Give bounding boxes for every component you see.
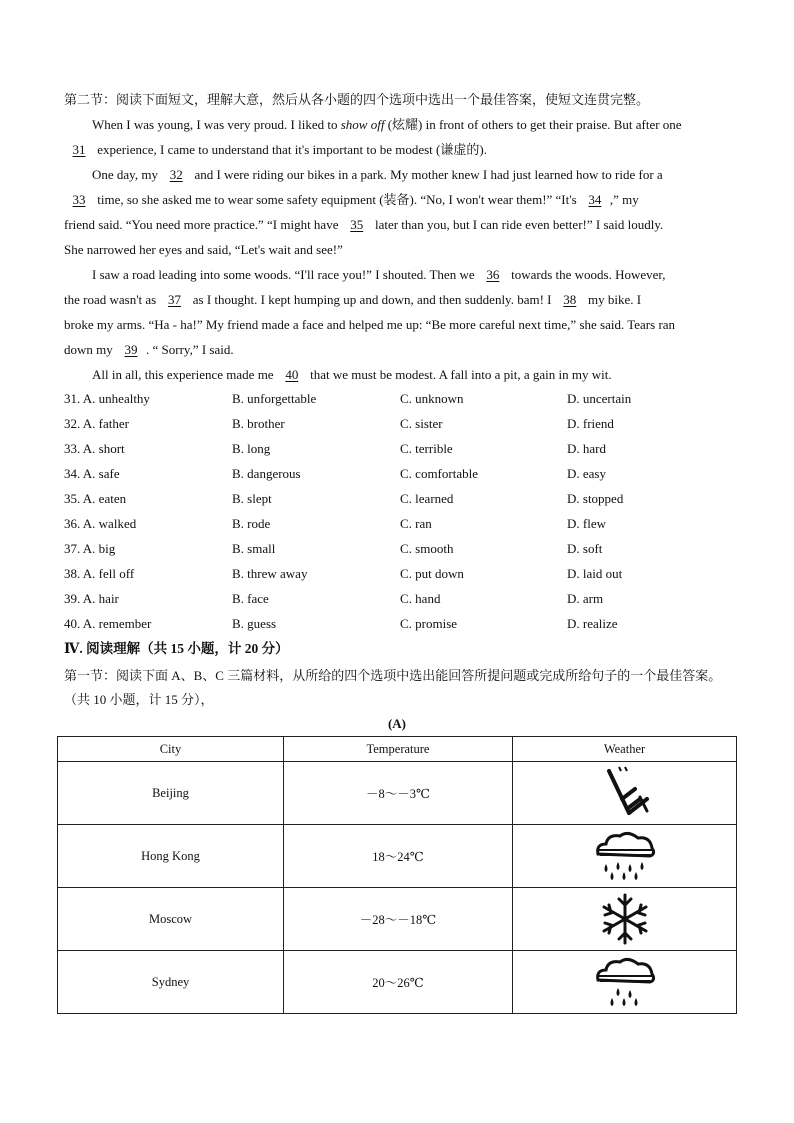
blank-37: 37 bbox=[167, 292, 181, 307]
option-d[interactable]: D. friend bbox=[567, 416, 614, 431]
passage-line: One day, my 32 and I were riding our bikes in a park. My mother knew I had just learned how to ride for a bbox=[64, 162, 730, 187]
option-a[interactable]: 40. A. remember bbox=[64, 616, 152, 631]
blank-32: 32 bbox=[169, 167, 183, 182]
option-b[interactable]: B. slept bbox=[232, 491, 272, 506]
blank-34: 34 bbox=[588, 192, 602, 207]
option-c[interactable]: C. unknown bbox=[400, 391, 464, 406]
weather-cell bbox=[513, 762, 737, 825]
snowflake-icon bbox=[597, 891, 653, 947]
passage-line: She narrowed her eyes and said, “Let's wait and see!” bbox=[64, 242, 343, 257]
table-row bbox=[58, 825, 737, 888]
passage-line: When I was young, I was very proud. I liked to show off (炫耀) in front of others to get their praise. But after one bbox=[92, 117, 682, 132]
temperature-cell: －28～－18℃ bbox=[284, 888, 513, 951]
option-c[interactable]: C. promise bbox=[400, 616, 458, 631]
section4-title: Ⅳ. 阅读理解（共 15 小题，计 20 分） bbox=[64, 641, 289, 656]
option-row-40 bbox=[64, 614, 744, 639]
wind-icon bbox=[595, 765, 655, 821]
option-row-33 bbox=[64, 439, 744, 464]
passage-a-label: (A) bbox=[387, 716, 407, 731]
passage-line: down my 39 . “ Sorry,” I said. bbox=[64, 337, 730, 362]
table-row bbox=[58, 762, 737, 825]
passage-line: broke my arms. “Ha - ha!” My friend made a face and helped me up: “Be more careful next time,” she said. Tears ran bbox=[64, 317, 676, 332]
option-b[interactable]: B. dangerous bbox=[232, 466, 301, 481]
option-b[interactable]: B. guess bbox=[232, 616, 277, 631]
option-d[interactable]: D. stopped bbox=[567, 491, 624, 506]
option-c[interactable]: C. sister bbox=[400, 416, 443, 431]
option-row-35 bbox=[64, 489, 744, 514]
option-d[interactable]: D. easy bbox=[567, 466, 606, 481]
option-a[interactable]: 35. A. eaten bbox=[64, 491, 127, 506]
option-d[interactable]: D. flew bbox=[567, 516, 606, 531]
passage-line: 31 experience, I came to understand that it's important to be modest (谦虚的). bbox=[64, 137, 730, 162]
passage-line: friend said. “You need more practice.” “I might have 35 later than you, but I can ride even better!” I said loudly. bbox=[64, 212, 730, 237]
option-row-34 bbox=[64, 464, 744, 489]
option-row-37 bbox=[64, 539, 744, 564]
option-b[interactable]: B. long bbox=[232, 441, 271, 456]
temperature-cell: －8～－3℃ bbox=[284, 762, 513, 825]
blank-35: 35 bbox=[350, 217, 364, 232]
passage-line: the road wasn't as 37 as I thought. I kept humping up and down, and then suddenly. bam! I 38 my bike. I bbox=[64, 287, 730, 312]
blank-33: 33 bbox=[72, 192, 86, 207]
blank-39: 39 bbox=[124, 342, 138, 357]
option-a[interactable]: 31. A. unhealthy bbox=[64, 391, 150, 406]
option-c[interactable]: C. put down bbox=[400, 566, 464, 581]
option-row-36 bbox=[64, 514, 744, 539]
option-b[interactable]: B. face bbox=[232, 591, 269, 606]
option-c[interactable]: C. ran bbox=[400, 516, 432, 531]
section2-heading: 第二节：阅读下面短文，理解大意，然后从各小题的四个选项中选出一个最佳答案，使短文连贯完整。 bbox=[64, 92, 650, 107]
section4-intro: 第一节：阅读下面 A、B、C 三篇材料，从所给的四个选项中选出能回答所提问题或完成所给句子的一个最佳答案。（共 10 小题，计 15 分）， bbox=[64, 668, 722, 707]
option-c[interactable]: C. hand bbox=[400, 591, 441, 606]
option-d[interactable]: D. hard bbox=[567, 441, 606, 456]
option-b[interactable]: B. rode bbox=[232, 516, 271, 531]
option-d[interactable]: D. laid out bbox=[567, 566, 623, 581]
blank-36: 36 bbox=[486, 267, 500, 282]
option-a[interactable]: 39. A. hair bbox=[64, 591, 119, 606]
city-cell: Moscow bbox=[58, 888, 284, 951]
option-d[interactable]: D. realize bbox=[567, 616, 618, 631]
option-b[interactable]: B. small bbox=[232, 541, 276, 556]
table-row bbox=[58, 888, 737, 951]
blank-31: 31 bbox=[72, 142, 86, 157]
passage-line: All in all, this experience made me 40 that we must be modest. A fall into a pit, a gain in my wit. bbox=[64, 362, 730, 387]
option-row-38 bbox=[64, 564, 744, 589]
option-b[interactable]: B. brother bbox=[232, 416, 285, 431]
option-row-32 bbox=[64, 414, 744, 439]
option-b[interactable]: B. threw away bbox=[232, 566, 308, 581]
rain-cloud-icon bbox=[592, 954, 658, 1010]
weather-table bbox=[57, 736, 737, 1014]
blank-40: 40 bbox=[285, 367, 299, 382]
temperature-cell: 18～24℃ bbox=[284, 825, 513, 888]
weather-cell bbox=[513, 825, 737, 888]
weather-cell bbox=[513, 951, 737, 1014]
option-row-39 bbox=[64, 589, 744, 614]
temperature-cell: 20～26℃ bbox=[284, 951, 513, 1014]
option-a[interactable]: 36. A. walked bbox=[64, 516, 137, 531]
passage-line: 33 time, so she asked me to wear some safety equipment (装备). “No, I won't wear them!” “It's 34 ,” my bbox=[64, 187, 730, 212]
passage-line: I saw a road leading into some woods. “I'll race you!” I shouted. Then we 36 towards the woods. However, bbox=[64, 262, 730, 287]
option-a[interactable]: 37. A. big bbox=[64, 541, 116, 556]
table-row bbox=[58, 951, 737, 1014]
option-c[interactable]: C. learned bbox=[400, 491, 454, 506]
blank-38: 38 bbox=[563, 292, 577, 307]
option-c[interactable]: C. terrible bbox=[400, 441, 453, 456]
option-d[interactable]: D. uncertain bbox=[567, 391, 632, 406]
weather-cell bbox=[513, 888, 737, 951]
city-cell: Beijing bbox=[58, 762, 284, 825]
option-a[interactable]: 34. A. safe bbox=[64, 466, 120, 481]
rain-cloud-icon bbox=[592, 828, 658, 884]
option-row-31 bbox=[64, 389, 744, 414]
city-cell: Hong Kong bbox=[58, 825, 284, 888]
option-a[interactable]: 33. A. short bbox=[64, 441, 125, 456]
city-cell: Sydney bbox=[58, 951, 284, 1014]
option-c[interactable]: C. smooth bbox=[400, 541, 454, 556]
option-a[interactable]: 38. A. fell off bbox=[64, 566, 135, 581]
header-weather: Weather bbox=[513, 737, 737, 762]
header-city: City bbox=[58, 737, 284, 762]
cloze-passage bbox=[64, 112, 730, 387]
answer-options bbox=[64, 389, 744, 639]
option-c[interactable]: C. comfortable bbox=[400, 466, 478, 481]
option-d[interactable]: D. soft bbox=[567, 541, 603, 556]
option-d[interactable]: D. arm bbox=[567, 591, 604, 606]
option-b[interactable]: B. unforgettable bbox=[232, 391, 317, 406]
option-a[interactable]: 32. A. father bbox=[64, 416, 129, 431]
show-off-phrase: show off bbox=[340, 117, 385, 132]
table-header-row bbox=[58, 737, 737, 762]
header-temperature: Temperature bbox=[284, 737, 513, 762]
